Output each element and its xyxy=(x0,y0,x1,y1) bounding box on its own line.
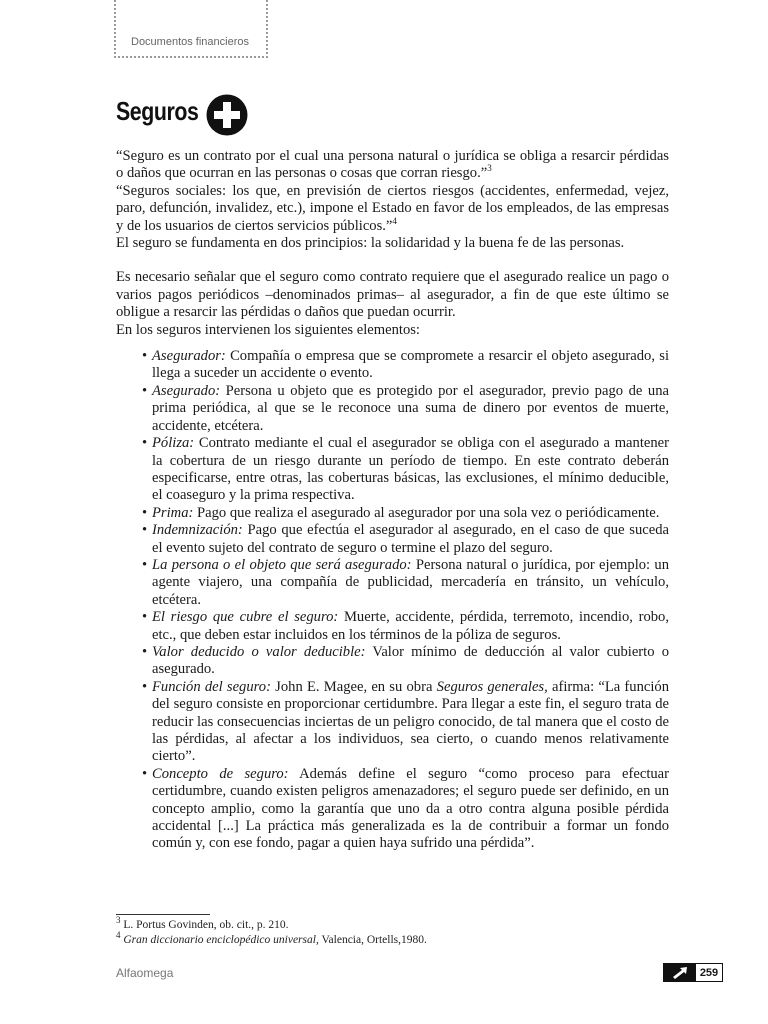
paragraph-social-insurance: “Seguros sociales: los que, en previsión de ciertos riesgos (accidentes, enfermedad, vejez, paro, defunción, invalidez, etc.), impone el Estado en favor de los empleados, de las empresas y de los usuarios de ciertos servicios públicos.”$^4$ xyxy=(116,182,669,234)
list-item: • La persona o el objeto que será asegurado: Persona natural o jurídica, por ejemplo: un agente viajero, una compañía de publicidad, mercadería en tránsito, un vehículo, etcétera. xyxy=(142,557,669,609)
list-item: • Asegurado: Persona u objeto que es protegido por el asegurador, previo pago de una prima periódica, al que se le reconoce una suma de dinero por eventos de muerte, accidente, etcétera. xyxy=(142,383,669,435)
publisher-name: Alfaomega xyxy=(116,966,174,980)
list-item: • Indemnización: Pago que efectúa el asegurador al asegurado, en el caso de que suceda el evento sujeto del contrato de seguro o termine el plazo del seguro. xyxy=(142,522,669,557)
page-number: 259 xyxy=(699,966,719,979)
list-item: • El riesgo que cubre el seguro: Muerte, accidente, pérdida, terremoto, incendio, robo, etc., que deben estar incluidos en los términos de la póliza de seguros. xyxy=(142,609,669,644)
footnote: $^3$ L. Portus Govinden, ob. cit., p. 210. xyxy=(116,915,289,931)
page-number-box xyxy=(663,963,723,982)
footnote-ref: 3 xyxy=(487,163,492,174)
list-item: • Póliza: Contrato mediante el cual el asegurador se obliga con el asegurado a mantener la cobertura de un riesgo durante un período de tiempo. En este contrato deberán especificarse, entre otras, las coberturas básicas, las exclusiones, el mínimo deducible, el coaseguro y la prima respectiva. xyxy=(142,435,669,505)
paragraph-definition: “Seguro es un contrato por el cual una persona natural o jurídica se obliga a resarcir pérdidas o daños que ocurran en las personas o cosas que corran riesgo.”$^3$ xyxy=(116,148,669,182)
plus-circle-icon xyxy=(206,94,248,136)
list-item: • Valor deducido o valor deducible: Valor mínimo de deducción al valor cubierto o asegurado. xyxy=(142,644,669,679)
list-item: • Asegurador: Compañía o empresa que se compromete a resarcir el objeto asegurado, si llega a suceder un accidente o evento. xyxy=(142,348,669,383)
paragraph-principles: El seguro se fundamenta en dos principios: la solidaridad y la buena fe de las personas. xyxy=(116,235,625,252)
footnotes xyxy=(116,915,427,948)
footnote: $^4$ Gran diccionario enciclopédico universal, Valencia, Ortells,1980. xyxy=(116,930,427,946)
section-label: Documentos financieros xyxy=(131,36,250,48)
arrow-icon xyxy=(664,964,696,981)
footnote-ref: 4 xyxy=(392,215,397,226)
paragraph-premiums: Es necesario señalar que el seguro como contrato requiere que el asegurado realice un pago o varios pagos periódicos –denominados primas– al asegurador, a fin de que este último se obligue a resarcir las pérdidas o daños que puedan ocurrir. xyxy=(116,269,669,321)
title-row xyxy=(116,96,217,127)
header-tab xyxy=(114,0,268,58)
elements-list xyxy=(116,348,669,853)
list-item: • Función del seguro: John E. Magee, en su obra Seguros generales, afirma: “La función del seguro consiste en proporcionar certidumbre. Para llegar a este fin, el seguro trata de reducir las consecuencias inciertas de un peligro conocido, de tal manera que el costo de las pérdidas, al afectar a los individuos, sea cierto, o cuando menos relativamente cierto”. xyxy=(142,679,669,766)
footnote-divider xyxy=(116,914,210,915)
list-item: • Prima: Pago que realiza el asegurado al asegurador por una sola vez o periódicamente. xyxy=(142,505,669,522)
paragraph-elements-intro: En los seguros intervienen los siguientes elementos: xyxy=(116,321,420,338)
list-item: • Concepto de seguro: Además define el seguro “como proceso para efectuar certidumbre, cuando existen peligros amenazadores; el seguro puede ser definido, en un concepto amplio, como la garantía que uno da a otro contra alguna posible pérdida accidental [...] La práctica más generalizada es la de contribuir a formar un fondo común y, con ese fondo, pagar a quien haya sufrido una pérdida”. xyxy=(142,766,669,853)
page-title: Seguros xyxy=(116,96,199,126)
main-content xyxy=(116,148,669,853)
